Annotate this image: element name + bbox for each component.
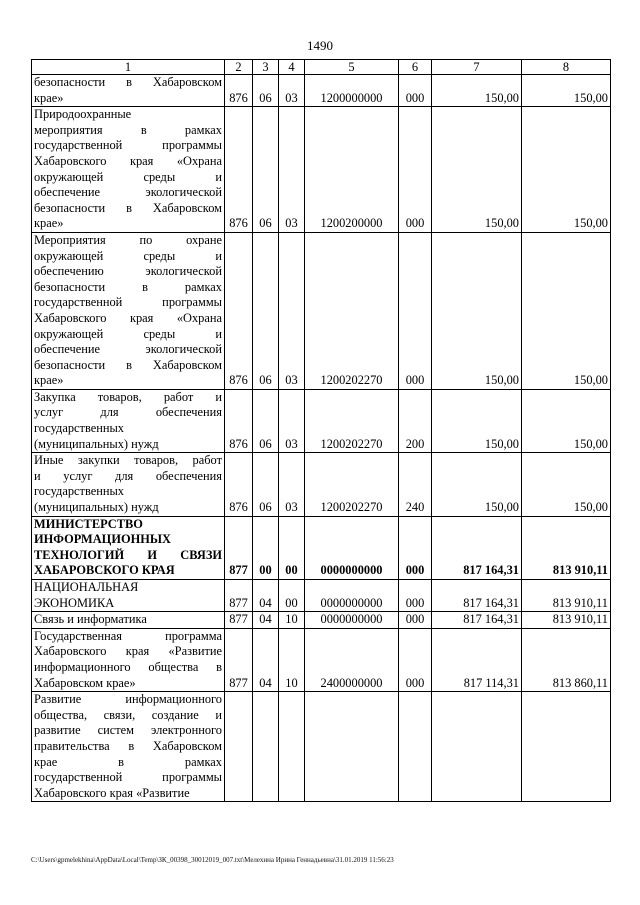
amount-year1-cell: 150,00 bbox=[432, 453, 522, 516]
row-name-line: Закупка товаров, работ и bbox=[34, 389, 222, 404]
table-row bbox=[32, 453, 611, 516]
table-row bbox=[32, 612, 611, 629]
row-name-line: ХАБАРОВСКОГО КРАЯ bbox=[34, 563, 175, 578]
table-row bbox=[32, 628, 611, 691]
row-name-line: окружающей среды и bbox=[34, 248, 222, 263]
target-article-cell: 1200200000 bbox=[305, 107, 399, 233]
admin-code-cell: 876 bbox=[225, 232, 253, 389]
amount-year1-cell: 150,00 bbox=[432, 75, 522, 107]
col-header: 8 bbox=[522, 60, 611, 75]
row-name-cell bbox=[32, 107, 225, 233]
row-name-line: Хабаровского края «Охрана bbox=[34, 153, 222, 168]
target-article-cell: 0000000000 bbox=[305, 580, 399, 612]
row-name-cell bbox=[32, 580, 225, 612]
target-article-cell bbox=[305, 692, 399, 802]
target-article-cell: 1200202270 bbox=[305, 453, 399, 516]
section-code-cell: 06 bbox=[253, 389, 279, 452]
subsection-code-cell bbox=[279, 692, 305, 802]
expense-type-cell bbox=[399, 692, 432, 802]
row-name-line: крае в рамках bbox=[34, 754, 222, 769]
subsection-code-cell: 03 bbox=[279, 107, 305, 233]
row-name-line: правительства в Хабаровском bbox=[34, 738, 222, 753]
header-row bbox=[32, 60, 611, 75]
table-row bbox=[32, 516, 611, 579]
subsection-code-cell: 03 bbox=[279, 75, 305, 107]
row-name-line: Хабаровского края «Охрана bbox=[34, 310, 222, 325]
page-number: 1490 bbox=[307, 38, 333, 53]
col-header: 4 bbox=[279, 60, 305, 75]
table-body bbox=[32, 60, 611, 802]
row-name-line: мероприятия в рамках bbox=[34, 122, 222, 137]
expense-type-cell: 000 bbox=[399, 516, 432, 579]
row-name-line: информационного общества в bbox=[34, 659, 222, 674]
subsection-code-cell: 03 bbox=[279, 453, 305, 516]
expense-type-cell: 000 bbox=[399, 107, 432, 233]
admin-code-cell: 876 bbox=[225, 453, 253, 516]
row-name-line: обеспечению экологической bbox=[34, 264, 222, 279]
row-name-line: ЭКОНОМИКА bbox=[34, 595, 115, 610]
amount-year2-cell: 150,00 bbox=[522, 453, 611, 516]
budget-table bbox=[31, 59, 611, 802]
section-code-cell: 04 bbox=[253, 628, 279, 691]
section-code-cell: 06 bbox=[253, 232, 279, 389]
row-name-line: и услуг для обеспечения bbox=[34, 468, 222, 483]
subsection-code-cell: 00 bbox=[279, 516, 305, 579]
admin-code-cell: 877 bbox=[225, 516, 253, 579]
subsection-code-cell: 00 bbox=[279, 580, 305, 612]
expense-type-cell: 000 bbox=[399, 232, 432, 389]
row-name-cell bbox=[32, 612, 225, 629]
row-name-line: государственной программы bbox=[34, 770, 222, 785]
amount-year1-cell: 150,00 bbox=[432, 107, 522, 233]
col-header: 7 bbox=[432, 60, 522, 75]
row-name-line: МИНИСТЕРСТВО bbox=[34, 516, 143, 531]
section-code-cell: 06 bbox=[253, 107, 279, 233]
row-name-line: государственных bbox=[34, 421, 125, 436]
expense-type-cell: 200 bbox=[399, 389, 432, 452]
expense-type-cell: 000 bbox=[399, 580, 432, 612]
target-article-cell: 0000000000 bbox=[305, 612, 399, 629]
row-name-cell bbox=[32, 692, 225, 802]
amount-year2-cell: 150,00 bbox=[522, 107, 611, 233]
row-name-line: Развитие информационного bbox=[34, 692, 222, 707]
row-name-line: Государственная программа bbox=[34, 628, 222, 643]
row-name-line: ИНФОРМАЦИОННЫХ bbox=[34, 532, 171, 547]
row-name-cell bbox=[32, 516, 225, 579]
admin-code-cell: 876 bbox=[225, 75, 253, 107]
row-name-cell bbox=[32, 232, 225, 389]
table-row bbox=[32, 232, 611, 389]
row-name-line: общества, связи, создание и bbox=[34, 707, 222, 722]
target-article-cell: 1200202270 bbox=[305, 389, 399, 452]
row-name-line: Хабаровском крае» bbox=[34, 675, 136, 690]
row-name-line: обеспечение экологической bbox=[34, 342, 222, 357]
subsection-code-cell: 03 bbox=[279, 389, 305, 452]
amount-year2-cell: 150,00 bbox=[522, 389, 611, 452]
amount-year1-cell: 817 164,31 bbox=[432, 580, 522, 612]
col-header: 5 bbox=[305, 60, 399, 75]
section-code-cell: 04 bbox=[253, 580, 279, 612]
subsection-code-cell: 03 bbox=[279, 232, 305, 389]
amount-year2-cell: 813 910,11 bbox=[522, 580, 611, 612]
row-name-line: окружающей среды и bbox=[34, 169, 222, 184]
amount-year2-cell: 813 910,11 bbox=[522, 612, 611, 629]
amount-year1-cell: 817 114,31 bbox=[432, 628, 522, 691]
table-row bbox=[32, 389, 611, 452]
table-row bbox=[32, 692, 611, 802]
row-name-line: Хабаровского края «Развитие bbox=[34, 644, 222, 659]
section-code-cell: 06 bbox=[253, 453, 279, 516]
row-name-line: безопасности в Хабаровском bbox=[34, 357, 222, 372]
row-name-line: государственной программы bbox=[34, 138, 222, 153]
amount-year2-cell bbox=[522, 692, 611, 802]
expense-type-cell: 240 bbox=[399, 453, 432, 516]
section-code-cell bbox=[253, 692, 279, 802]
expense-type-cell: 000 bbox=[399, 628, 432, 691]
target-article-cell: 2400000000 bbox=[305, 628, 399, 691]
admin-code-cell: 876 bbox=[225, 107, 253, 233]
admin-code-cell: 877 bbox=[225, 628, 253, 691]
row-name-line: безопасности в рамках bbox=[34, 279, 222, 294]
row-name-line: Иные закупки товаров, работ bbox=[34, 453, 222, 468]
row-name-line: безопасности в Хабаровском bbox=[34, 200, 222, 215]
row-name-line: крае» bbox=[34, 373, 64, 388]
section-code-cell: 00 bbox=[253, 516, 279, 579]
amount-year2-cell: 813 860,11 bbox=[522, 628, 611, 691]
amount-year1-cell: 817 164,31 bbox=[432, 612, 522, 629]
section-code-cell: 06 bbox=[253, 75, 279, 107]
row-name-line: Хабаровского края «Развитие bbox=[34, 785, 190, 800]
col-header: 2 bbox=[225, 60, 253, 75]
row-name-line: Связь и информатика bbox=[34, 612, 147, 627]
row-name-cell bbox=[32, 453, 225, 516]
table-row bbox=[32, 107, 611, 233]
table-row bbox=[32, 75, 611, 107]
table-row bbox=[32, 580, 611, 612]
subsection-code-cell: 10 bbox=[279, 612, 305, 629]
row-name-line: крае» bbox=[34, 216, 64, 231]
amount-year1-cell: 150,00 bbox=[432, 232, 522, 389]
col-header: 1 bbox=[32, 60, 225, 75]
expense-type-cell: 000 bbox=[399, 75, 432, 107]
file-path-footer: C:\Users\gpmelekhina\AppData\Local\Temp\ЗК_00398_30012019_007.txt\Мелехина Ирина Геннадьевна\31.01.2019 11:56:23 bbox=[31, 856, 394, 864]
row-name-line: услуг для обеспечения bbox=[34, 405, 222, 420]
admin-code-cell: 877 bbox=[225, 580, 253, 612]
expense-type-cell: 000 bbox=[399, 612, 432, 629]
amount-year1-cell bbox=[432, 692, 522, 802]
subsection-code-cell: 10 bbox=[279, 628, 305, 691]
amount-year2-cell: 813 910,11 bbox=[522, 516, 611, 579]
target-article-cell: 1200000000 bbox=[305, 75, 399, 107]
amount-year2-cell: 150,00 bbox=[522, 232, 611, 389]
row-name-line: государственных bbox=[34, 484, 125, 499]
row-name-line: (муниципальных) нужд bbox=[34, 436, 159, 451]
row-name-line: Природоохранные bbox=[34, 107, 132, 122]
amount-year1-cell: 150,00 bbox=[432, 389, 522, 452]
row-name-cell bbox=[32, 389, 225, 452]
col-header: 6 bbox=[399, 60, 432, 75]
target-article-cell: 1200202270 bbox=[305, 232, 399, 389]
row-name-line: развитие систем электронного bbox=[34, 723, 222, 738]
amount-year1-cell: 817 164,31 bbox=[432, 516, 522, 579]
row-name-line: ТЕХНОЛОГИЙ И СВЯЗИ bbox=[34, 547, 222, 562]
section-code-cell: 04 bbox=[253, 612, 279, 629]
row-name-line: государственной программы bbox=[34, 295, 222, 310]
row-name-line: окружающей среды и bbox=[34, 326, 222, 341]
admin-code-cell: 876 bbox=[225, 389, 253, 452]
amount-year2-cell: 150,00 bbox=[522, 75, 611, 107]
row-name-cell bbox=[32, 628, 225, 691]
row-name-line: Мероприятия по охране bbox=[34, 232, 222, 247]
row-name-line: безопасности в Хабаровском bbox=[34, 75, 222, 89]
row-name-line: крае» bbox=[34, 90, 64, 105]
target-article-cell: 0000000000 bbox=[305, 516, 399, 579]
row-name-cell bbox=[32, 75, 225, 107]
admin-code-cell: 877 bbox=[225, 612, 253, 629]
row-name-line: (муниципальных) нужд bbox=[34, 500, 159, 515]
row-name-line: НАЦИОНАЛЬНАЯ bbox=[34, 580, 139, 594]
col-header: 3 bbox=[253, 60, 279, 75]
admin-code-cell bbox=[225, 692, 253, 802]
row-name-line: обеспечение экологической bbox=[34, 185, 222, 200]
